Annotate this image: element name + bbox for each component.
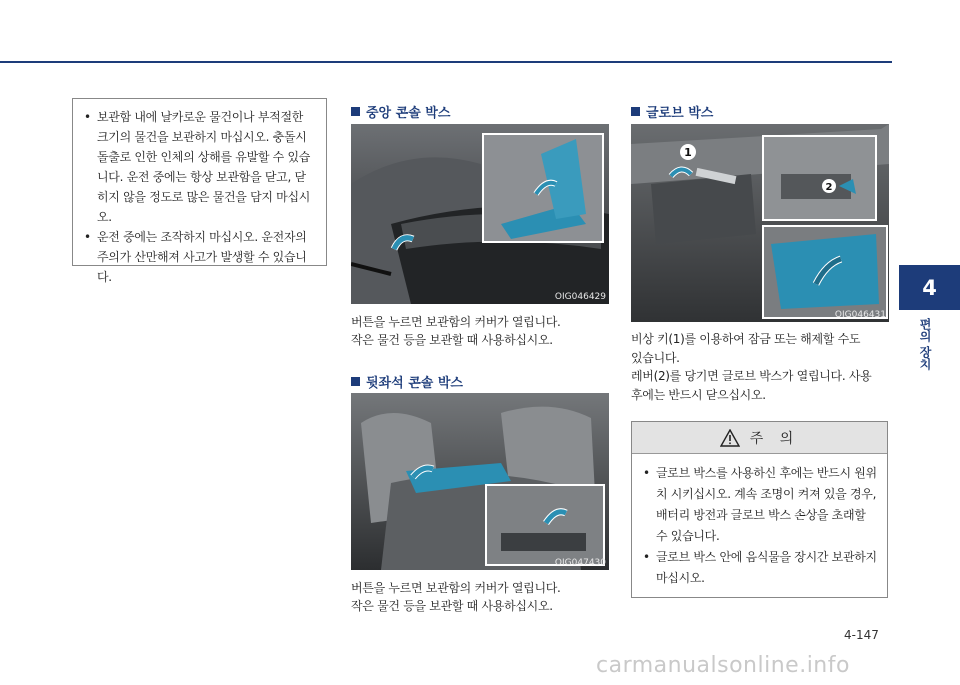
section-marker (351, 377, 360, 386)
rear-console-photo (351, 393, 609, 570)
warning-item: • 운전 중에는 조작하지 마십시오. 운전자의 주의가 산만해져 사고가 발생할 수 있습니다. (83, 227, 316, 287)
rear-console-text (351, 579, 611, 615)
caution-header (632, 422, 887, 454)
caution-box (631, 421, 888, 598)
section-marker (351, 107, 360, 116)
section-marker (631, 107, 640, 116)
warning-item: • 보관함 내에 날카로운 물건이나 부적절한 크기의 물건을 보관하지 마십시오. 충돌시 돌출로 인한 인체의 상해를 유발할 수 있습니다. 운전 중에는 항상 보관함을 닫고, 닫히지 않을 정도로 많은 물건을 담지 마십시오. (83, 107, 316, 227)
caution-item: • 글로브 박스 안에 음식물을 장시간 보관하지 마십시오. (642, 547, 877, 589)
warning-triangle-icon (720, 429, 740, 447)
glove-box-photo (631, 124, 889, 322)
image-code: OIG046429 (554, 292, 606, 302)
chapter-label: 편의 장치 (918, 318, 932, 371)
center-console-text (351, 313, 611, 349)
glove-box-text (631, 330, 893, 404)
text-line: 레버(2)를 당기면 글로브 박스가 열립니다. 사용 (631, 369, 872, 383)
page-number: 4-147 (844, 628, 879, 642)
text-line: 후에는 반드시 닫으십시오. (631, 387, 766, 402)
center-console-photo (351, 124, 609, 304)
text-line: 작은 물건 등을 보관할 때 사용하십시오. (351, 333, 553, 347)
caution-item: • 글로브 박스를 사용하신 후에는 반드시 원위치 시키십시오. 계속 조명이 켜져 있을 경우, 배터리 방전과 글로브 박스 손상을 초래할 수 있습니다. (642, 463, 877, 547)
text-line: 작은 물건 등을 보관할 때 사용하십시오. (351, 599, 553, 613)
chapter-number: 4 (922, 275, 937, 300)
marker-2: 2 (825, 182, 833, 193)
watermark: carmanualsonline.info (596, 653, 850, 678)
center-console-title (351, 102, 450, 121)
glove-box-title (631, 102, 713, 121)
warning-box (72, 98, 327, 284)
text-line: 버튼을 누르면 보관함의 커버가 열립니다. (351, 315, 561, 329)
image-code: OIG046431 (834, 310, 886, 320)
text-line: 버튼을 누르면 보관함의 커버가 열립니다. (351, 581, 561, 595)
glove-box-title-text: 글로브 박스 (646, 106, 714, 121)
rear-console-title (351, 372, 463, 391)
text-line: 비상 키(1)를 이용하여 잠금 또는 해제할 수도 (631, 332, 861, 346)
caution-title: 주 의 (749, 430, 800, 447)
marker-1: 1 (684, 146, 692, 159)
image-code: OIG047430 (554, 558, 606, 568)
center-console-title-text: 중앙 콘솔 박스 (366, 106, 451, 121)
chapter-tab[interactable] (899, 265, 960, 310)
header-rule (0, 61, 892, 63)
rear-console-title-text: 뒷좌석 콘솔 박스 (366, 376, 463, 391)
text-line: 있습니다. (631, 350, 680, 365)
